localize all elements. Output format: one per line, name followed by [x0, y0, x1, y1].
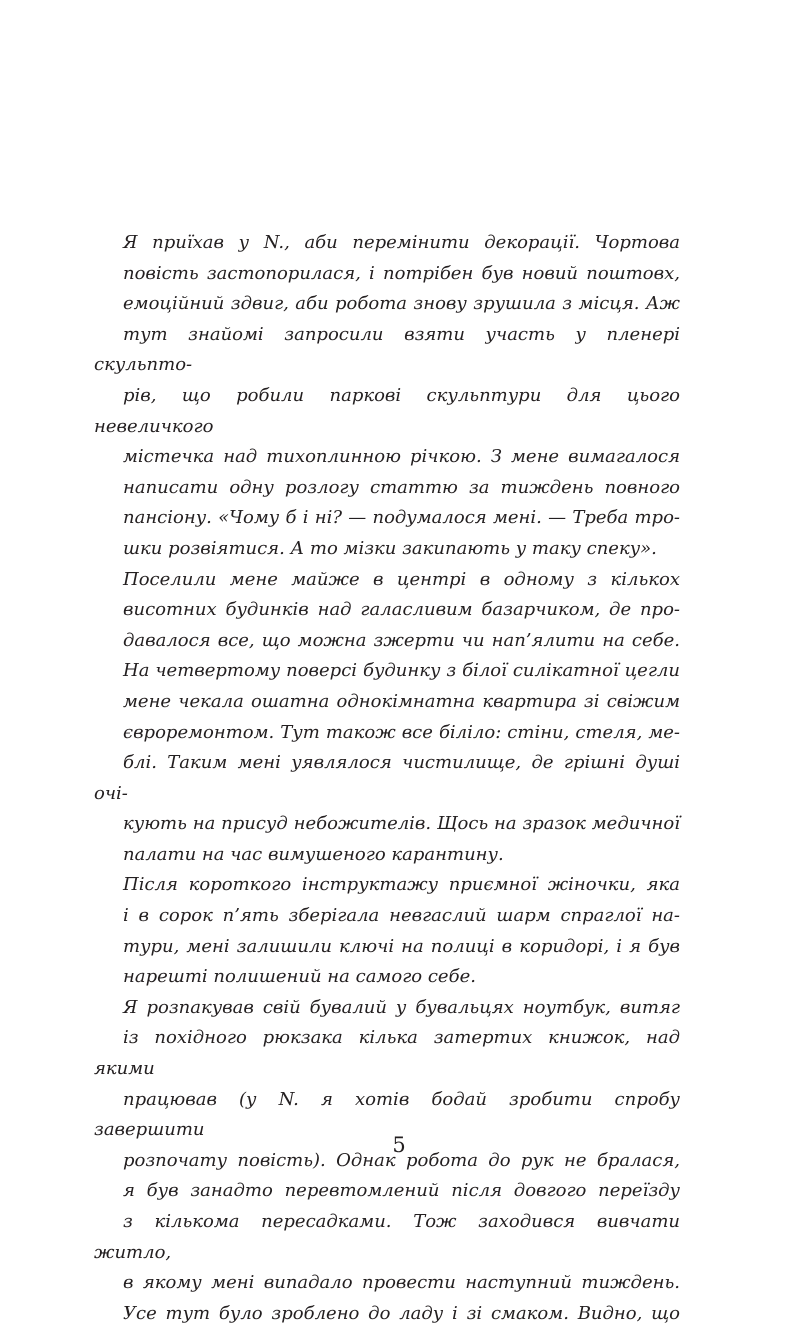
text-line: давалося все, що можна зжерти чи нап’ялити на себе.: [123, 629, 680, 651]
text-line: пансіону. «Чому б і ні? — подумалося мені. — Треба тро-: [123, 507, 680, 529]
text-line: Усе тут було зроблено до ладу і зі смаком. Видно, що: [123, 1302, 680, 1324]
text-line: розпочату повість). Однак робота до рук не бралася,: [123, 1149, 680, 1171]
text-line: На четвертому поверсі будинку з білої силікатної цегли: [123, 660, 680, 682]
text-line: висотних будинків над галасливим базарчиком, де про-: [123, 599, 680, 621]
text-line: блі. Таким мені уявлялося чистилище, де грішні душі очі-: [94, 752, 680, 804]
text-line: емоційний здвиг, аби робота знову зрушила з місця. Аж: [123, 293, 680, 315]
paragraph-1: [94, 228, 680, 565]
text-line: в якому мені випадало провести наступний тиждень.: [123, 1272, 680, 1294]
body-text: [94, 228, 680, 1329]
text-line: працював (у N. я хотів бодай зробити спробу завершити: [94, 1088, 680, 1141]
text-line: тури, мені залишили ключі на полиці в коридорі, і я був: [123, 935, 680, 957]
text-line: євроремонтом. Тут також все біліло: стіни, стеля, ме-: [123, 721, 680, 743]
text-line: Поселили мене майже в центрі в одному з кількох: [123, 568, 680, 590]
text-line: і в сорок п’ять зберігала невгаслий шарм спраглої на-: [123, 905, 680, 927]
text-line: нарешті полишений на самого себе.: [123, 966, 476, 988]
paragraph-3: [94, 870, 680, 992]
text-line: Я розпакував свій бувалий у бувальцях ноутбук, витяг: [123, 996, 680, 1018]
paragraph-2: [94, 565, 680, 871]
text-line: містечка над тихоплинною річкою. З мене вимагалося: [123, 446, 680, 468]
text-line: повість застопорилася, і потрібен був новий поштовх,: [123, 262, 680, 284]
paragraph-4: [94, 993, 680, 1329]
text-line: Після короткого інструктажу приємної жіночки, яка: [123, 874, 680, 896]
text-line: рів, що робили паркові скульптури для цього невеличкого: [94, 384, 680, 437]
text-line: з кількома пересадками. Тож заходився вивчати житло,: [94, 1211, 680, 1263]
text-line: палати на час вимушеного карантину.: [123, 843, 504, 865]
text-line: із похідного рюкзака кілька затертих книжок, над якими: [94, 1027, 680, 1080]
text-line: Я приїхав у N., аби перемінити декорації. Чортова: [123, 232, 680, 253]
text-line: кують на присуд небожителів. Щось на зразок медичної: [123, 813, 680, 835]
text-line: написати одну розлогу статтю за тиждень повного: [123, 476, 680, 498]
text-line: я був занадто перевтомлений після довгого переїзду: [123, 1180, 680, 1202]
text-line: тут знайомі запросили взяти участь у пленері скульпто-: [94, 323, 680, 376]
text-line: мене чекала ошатна однокімнатна квартира зі свіжим: [123, 690, 680, 712]
page-number: 5: [392, 1133, 406, 1157]
text-line: шки розвіятися. А то мізки закипають у таку спеку».: [123, 537, 657, 559]
